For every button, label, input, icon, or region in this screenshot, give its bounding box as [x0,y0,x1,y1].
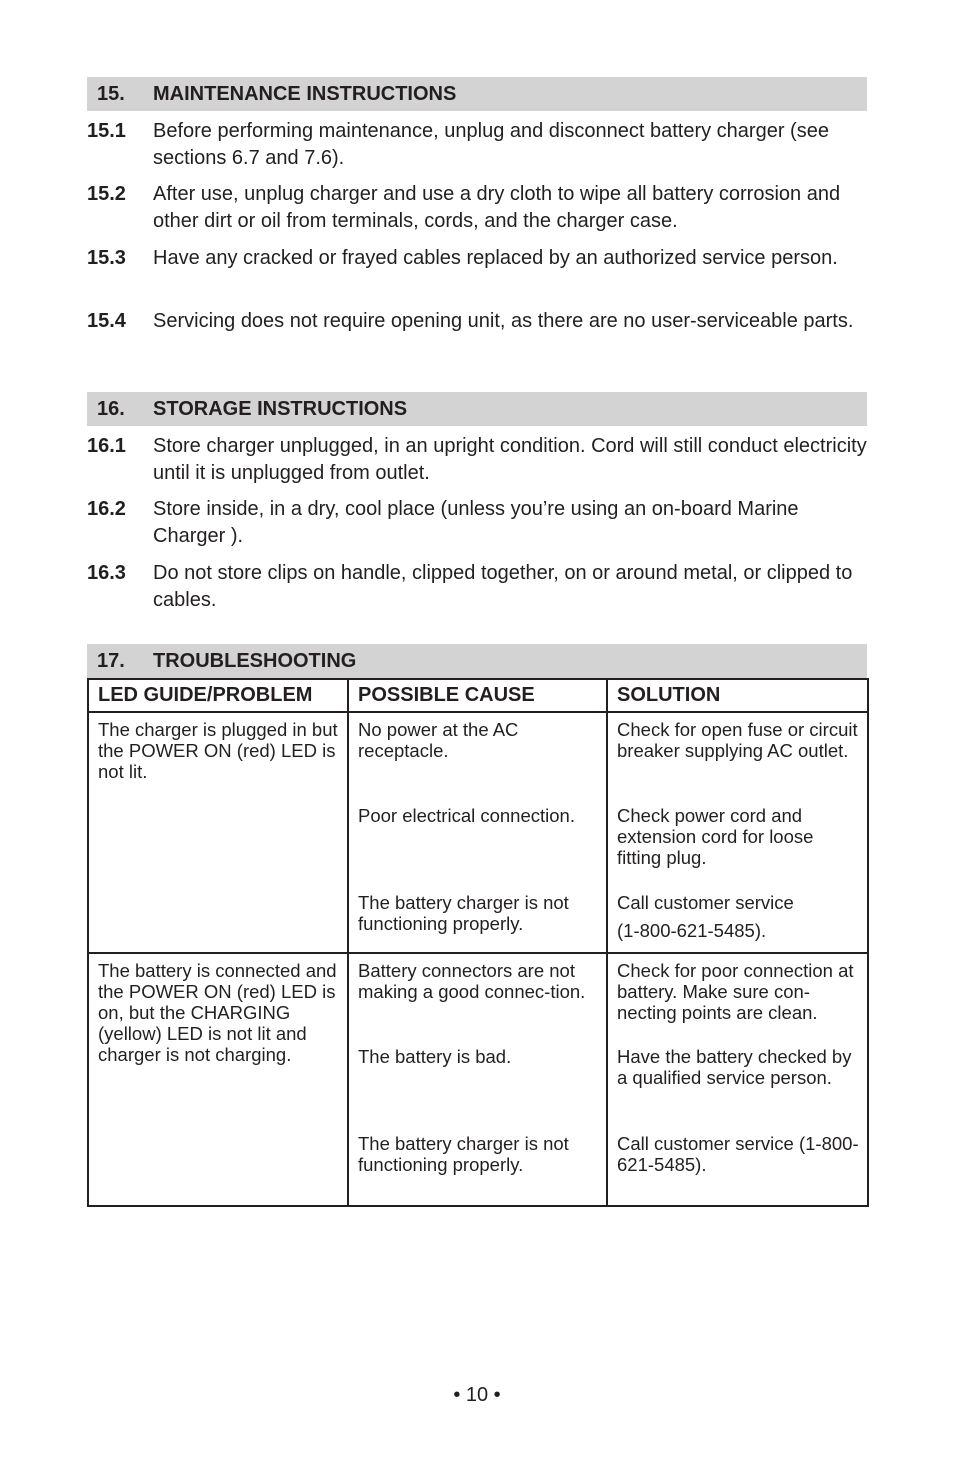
section-title: TROUBLESHOOTING [153,650,357,672]
column-header: LED GUIDE/PROBLEM [88,679,348,712]
list-item [87,245,867,272]
column-header: POSSIBLE CAUSE [348,679,607,712]
list-item [87,118,867,172]
item-number: 15.3 [87,247,126,269]
item-number: 16.1 [87,435,126,457]
item-text: Servicing does not require opening unit, as there are no user-serviceable parts. [153,310,854,332]
solution-cell: Call customer service (1-800-621-5485). [607,1133,868,1206]
section-title: STORAGE INSTRUCTIONS [153,398,408,420]
item-number: 15.4 [87,310,126,332]
table-row [88,712,868,805]
solution-line: Call customer service [617,892,794,913]
section-15-header [87,77,867,111]
section-number: 16. [97,398,125,420]
item-text: Before performing maintenance, unplug and disconnect battery charger (see sections 6.7 and 7.6). [153,120,829,169]
problem-cell: The charger is plugged in but the POWER ON (red) LED is not lit. [88,712,348,953]
cause-cell: No power at the AC receptacle. [348,712,607,805]
section-16-header [87,392,867,426]
item-text: Store inside, in a dry, cool place (unless you’re using an on-board Marine Charger ). [153,498,799,547]
cause-cell: The battery charger is not functioning properly. [348,1133,607,1206]
item-text: After use, unplug charger and use a dry cloth to wipe all battery corrosion and other dirt or oil from terminals, cords, and the charger case. [153,183,841,232]
section-17-header [87,644,867,678]
solution-cell: Check for open fuse or circuit breaker supplying AC outlet. [607,712,868,805]
table-row [88,953,868,1046]
item-number: 15.2 [87,183,126,205]
solution-phone: (1-800-621-5485). [617,920,767,941]
item-number: 15.1 [87,120,126,142]
item-text: Have any cracked or frayed cables replaced by an authorized service person. [153,247,838,269]
item-number: 16.2 [87,498,126,520]
item-text: Store charger unplugged, in an upright condition. Cord will still conduct electricity until it is unplugged from outlet. [153,435,867,484]
solution-cell: Check power cord and extension cord for loose fitting plug. [607,805,868,892]
column-header: SOLUTION [607,679,868,712]
troubleshooting-table [87,678,869,1207]
cause-cell: Poor electrical connection. [348,805,607,892]
solution-cell: Check for poor connection at battery. Make sure con-necting points are clean. [607,953,868,1046]
table-header-row [88,679,868,712]
cause-cell: The battery is bad. [348,1046,607,1133]
list-item [87,181,867,235]
section-number: 15. [97,83,125,105]
item-number: 16.3 [87,562,126,584]
section-title: MAINTENANCE INSTRUCTIONS [153,83,457,105]
solution-cell: Have the battery checked by a qualified service person. [607,1046,868,1133]
list-item [87,433,867,487]
list-item [87,560,867,614]
cause-cell: The battery charger is not functioning properly. [348,892,607,953]
item-text: Do not store clips on handle, clipped together, on or around metal, or clipped to cables. [153,562,853,611]
cause-cell: Battery connectors are not making a good connec-tion. [348,953,607,1046]
section-number: 17. [97,650,125,672]
page-number: • 10 • [453,1384,501,1406]
list-item [87,308,867,335]
list-item [87,496,867,550]
solution-cell [607,892,868,953]
problem-cell: The battery is connected and the POWER ON (red) LED is on, but the CHARGING (yellow) LED is not lit and charger is not charging. [88,953,348,1206]
